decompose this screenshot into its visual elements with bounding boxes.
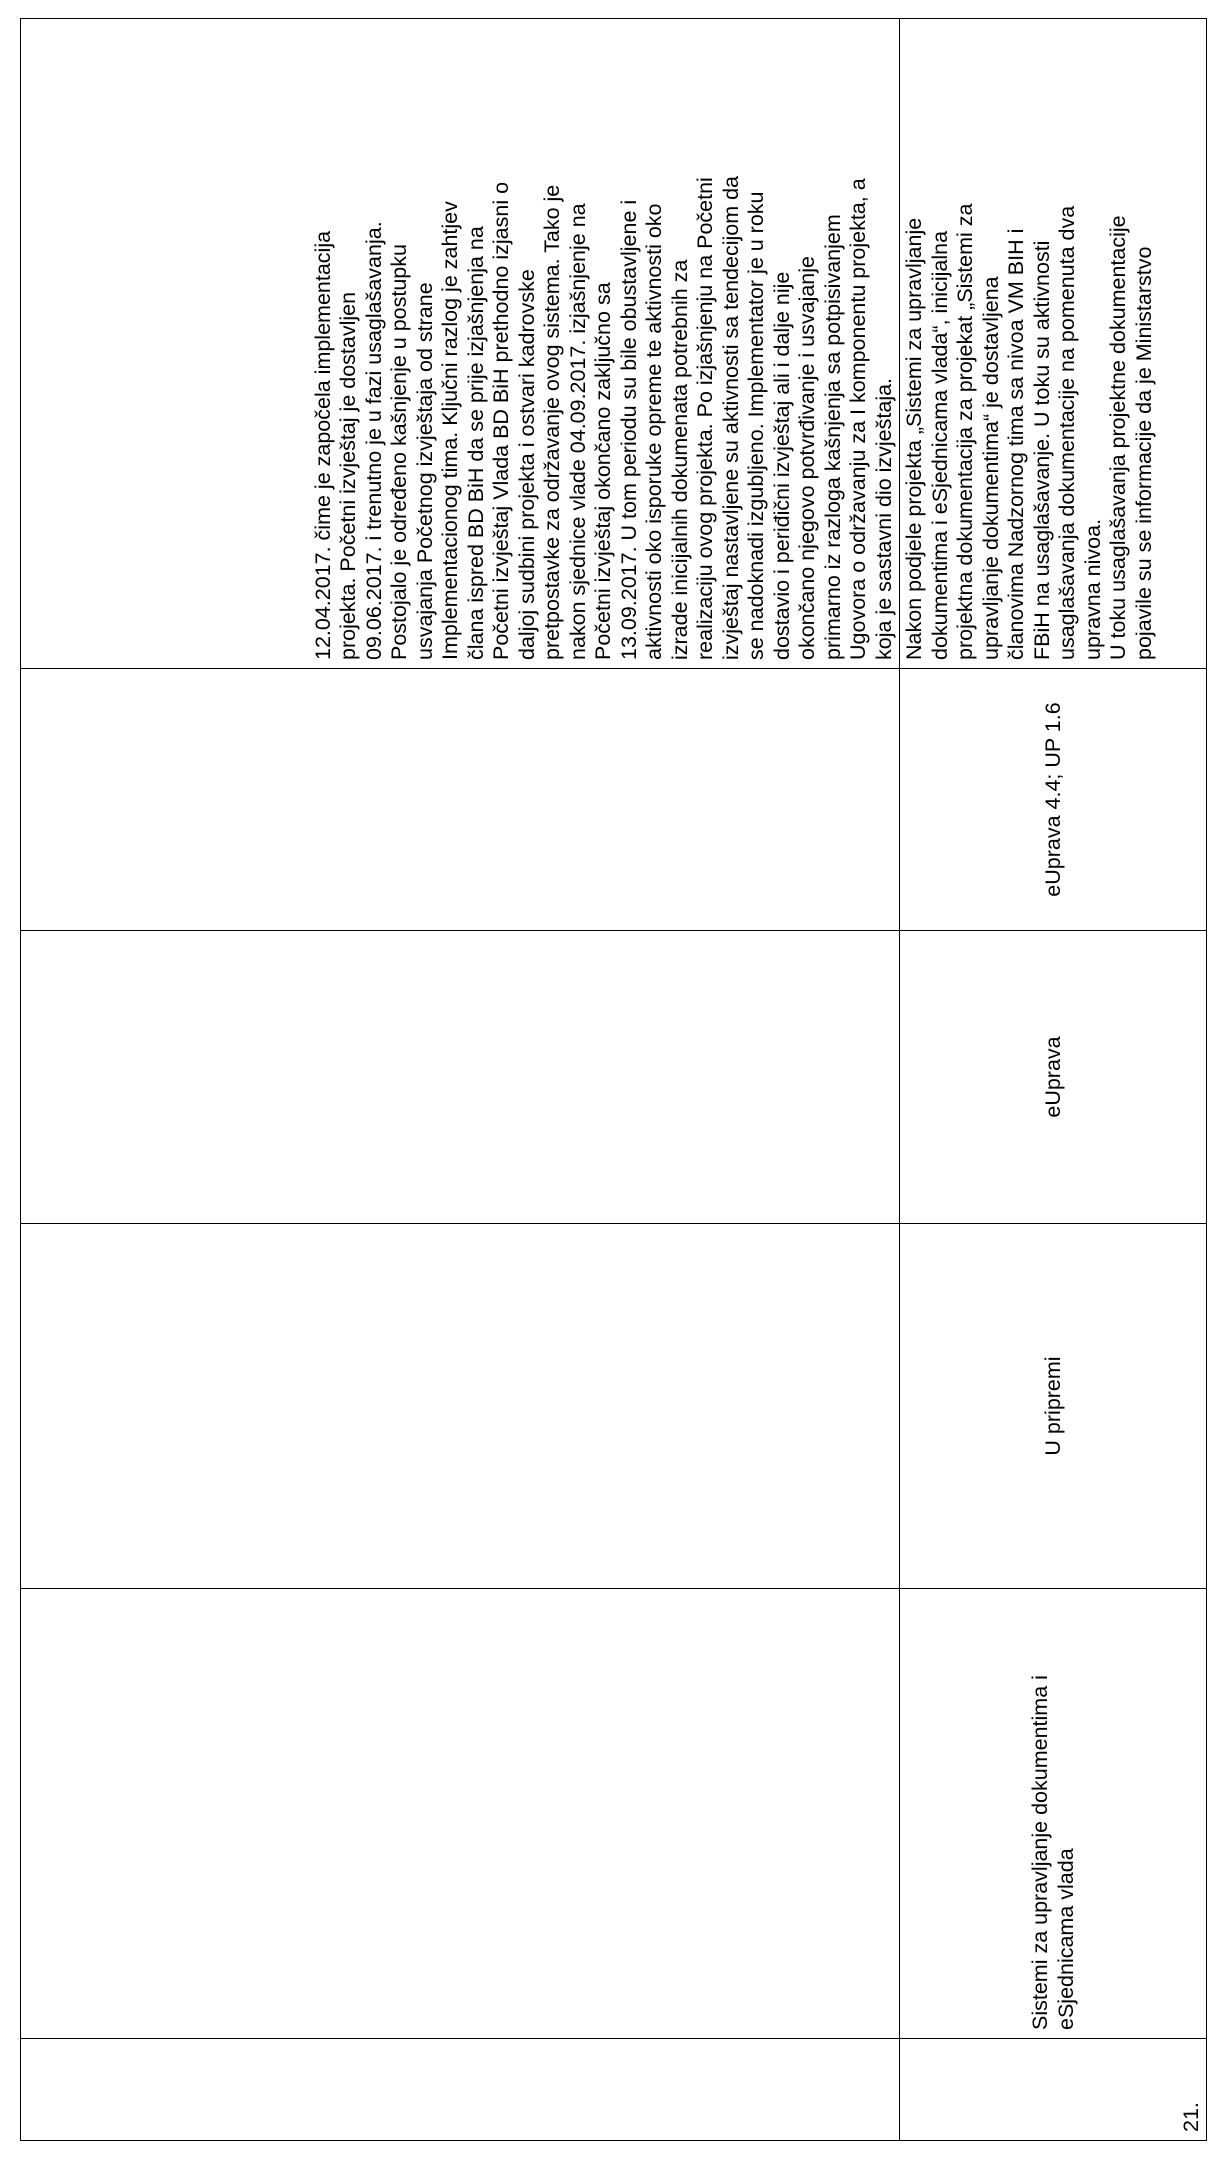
description-line: Nakon podjele projekta „Sistemi za upravljanje	[902, 217, 926, 660]
row-number-cell: 21.	[900, 2039, 1207, 2141]
description-line: 12.04.2017. čime je započela implementacija	[310, 230, 335, 660]
description-line: izrade inicijalnih dokumenata potrebnih za	[667, 259, 692, 660]
description-line: se nadoknadi izgubljeno. Implementator je u roku	[744, 191, 768, 660]
description-line: 13.09.2017. U tom periodu su bile obustavljene i	[616, 199, 641, 660]
description-line: dokumentima i eSjednicama vlada“, inicijalna	[927, 230, 952, 660]
reference-cell	[900, 669, 1207, 931]
description-line: aktivnosti oko isporuke opreme te aktivnosti oko	[642, 203, 666, 660]
reference-line: eUprava 4.4; UP 1.6	[1040, 702, 1065, 897]
area-cell: eUprava	[900, 931, 1207, 1224]
project-status-table	[20, 18, 1207, 2141]
table-row	[21, 19, 900, 2141]
description-line: okončano njegovo potvrđivanje i usvajanje	[795, 256, 819, 660]
description-line: nakon sjednice vlade 04.09.2017. izjašnjenje na	[565, 203, 590, 660]
description-line: upravna nivoa.	[1080, 518, 1105, 660]
description-line: dostavio i periđični izvještaj ali i dalje nije	[769, 271, 794, 660]
status-cell: U pripremi	[900, 1224, 1207, 1589]
status-cell	[21, 1224, 900, 1589]
description-line: projektna dokumentacija za projekat „Sistemi za	[953, 203, 977, 660]
description-cell	[900, 19, 1207, 669]
project-name-cell	[21, 1589, 900, 2039]
project-name-cell: Sistemi za upravljanje dokumentima i eSjednicama vlada	[900, 1589, 1207, 2039]
description-line: usvajanja Početnog izvještaja od strane	[412, 282, 437, 660]
description-line: pretpostavke za održavanje ovog sistema. Tako je	[540, 184, 564, 660]
description-cell	[21, 19, 900, 669]
description-line: U toku usaglašavanja projektne dokumentacije	[1106, 215, 1130, 660]
description-line: primarno iz razloga kašnjenja sa potpisivanjem	[820, 214, 845, 660]
description-line: članovima Nadzornog tima sa nivoa VM BIH i	[1004, 228, 1028, 660]
area-cell	[21, 931, 900, 1224]
description-line: FBiH na usaglašavanje. U toku su aktivnosti	[1029, 240, 1054, 660]
description-line: člana ispred BD BiH da se prije izjašnjenja na	[463, 226, 488, 660]
table-row	[900, 19, 1207, 2141]
row-number-cell	[21, 2039, 900, 2141]
description-line: Postojalo je određeno kašnjenje u postupku	[387, 244, 411, 660]
description-line: 09.06.2017. i trenutno je u fazi usaglašavanja.	[361, 221, 386, 660]
description-line: Implementacionog tima. Ključni razlog je zahtjev	[438, 201, 462, 660]
description-text	[902, 27, 1157, 660]
description-line: Početni izvještaj Vlada BD BiH prethodno izjasni o	[489, 181, 513, 660]
description-line: projekta. Početni izvještaj je dostavljen	[336, 291, 360, 660]
description-line: realizaciju ovog projekta. Po izjašnjenju na Početni	[693, 177, 717, 660]
description-line: usaglašavanja dokumentacije na pomenuta dva	[1055, 205, 1079, 660]
description-line: pojavile su se informacije da je Ministarstvo	[1131, 246, 1156, 660]
description-line: upravljanje dokumentima“ je dostavljena	[978, 276, 1003, 660]
description-line: izvještaj nastavljene su aktivnosti sa tendecijom da	[718, 175, 743, 660]
reference-cell	[21, 669, 900, 931]
description-line: daljoj sudbini projekta i ostvari kadrovske	[514, 269, 539, 660]
description-text	[311, 27, 898, 660]
description-line: koja je sastavni dio izvještaja.	[871, 377, 896, 660]
description-line: Ugovora o održavanju za I komponentu projekta, a	[846, 178, 870, 660]
description-line: Početni izvještaj okončano zaključno sa	[591, 282, 615, 660]
